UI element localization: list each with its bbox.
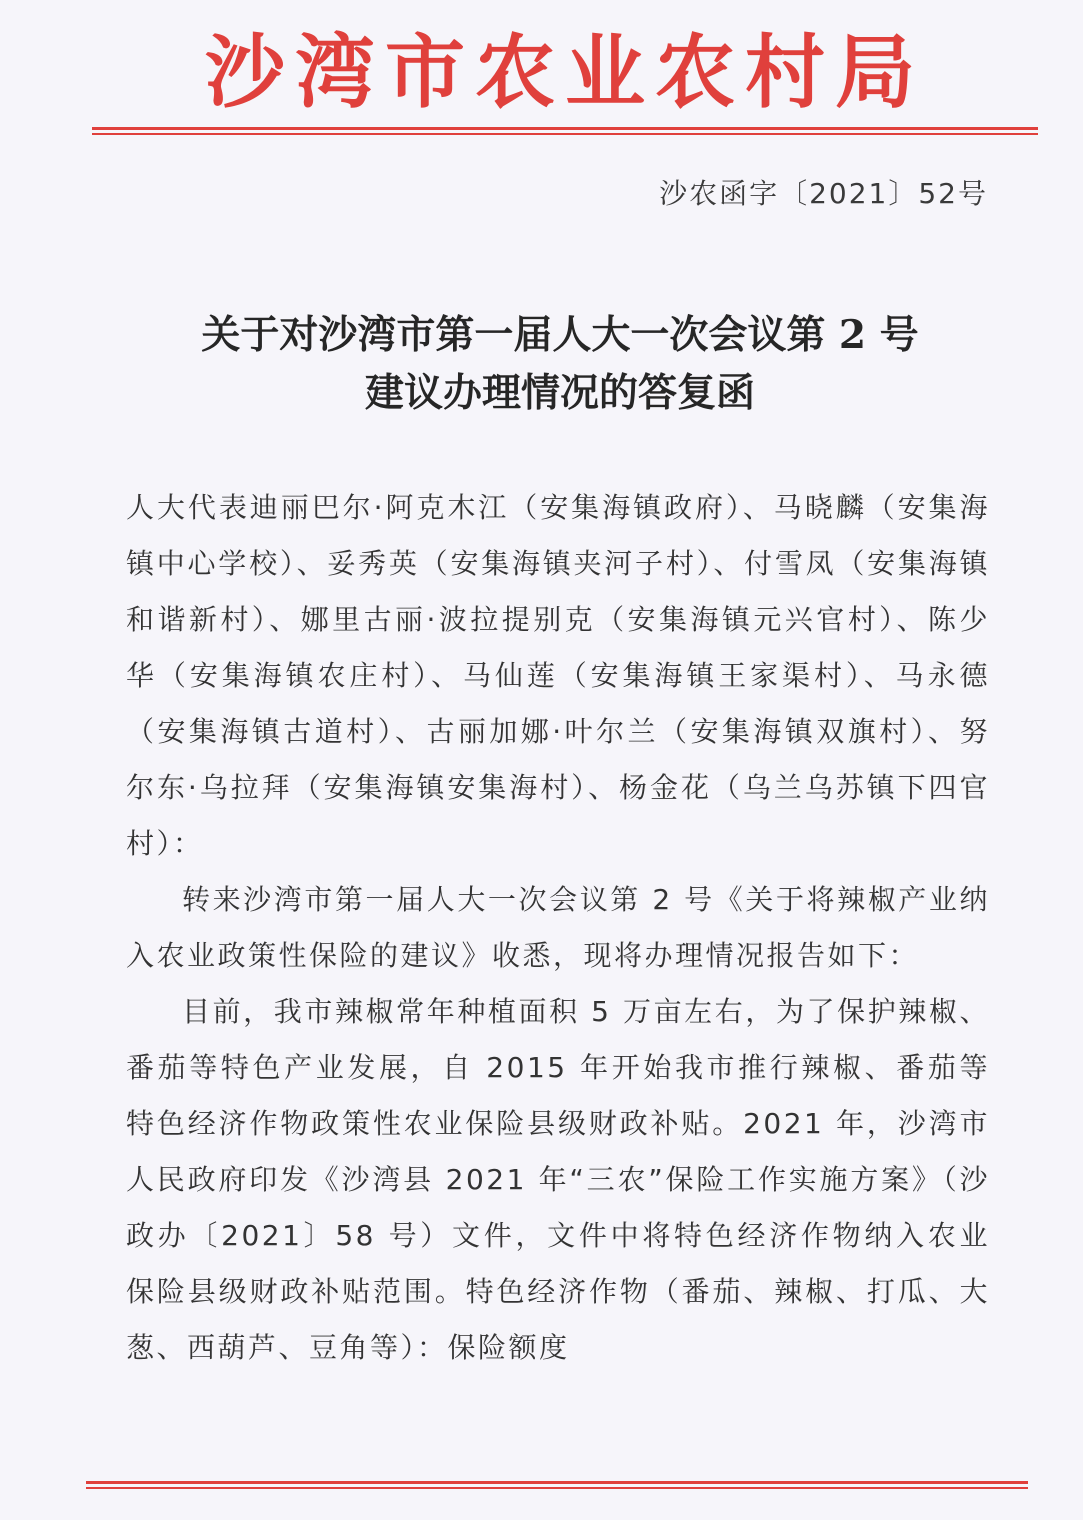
letterhead-red-rule [92,127,1038,130]
footer-red-rule [86,1481,1028,1484]
document-title [120,306,1000,422]
body-paragraph-1: 转来沙湾市第一届人大一次会议第 2 号《关于将辣椒产业纳入农业政策性保险的建议》收悉，现将办理情况报告如下： [126,883,990,972]
footer-red-rule-thin [86,1487,1028,1489]
body-paragraph-2: 目前，我市辣椒常年种植面积 5 万亩左右，为了保护辣椒、番茄等特色产业发展，自 2015 年开始我市推行辣椒、番茄等特色经济作物政策性农业保险县级财政补贴。2021 年，沙湾市人民政府印发《沙湾县 2021 年“三农”保险工作实施方案》（沙政办〔2021〕58 号）文件，文件中将特色经济作物纳入农业保险县级财政补贴范围。特色经济作物（番茄、辣椒、打瓜、大葱、西葫芦、豆角等）：保险额度 [126,995,990,1364]
document-title-line-1: 关于对沙湾市第一届人大一次会议第 2 号 [201,312,919,358]
document-number: 沙农函字〔2021〕52号 [659,177,988,210]
addressee-paragraph: 人大代表迪丽巴尔·阿克木江（安集海镇政府）、马晓麟（安集海镇中心学校）、妥秀英（安集海镇夹河子村）、付雪凤（安集海镇和谐新村）、娜里古丽·波拉提别克（安集海镇元兴官村）、陈少华（安集海镇农庄村）、马仙莲（安集海镇王家渠村）、马永德（安集海镇古道村）、古丽加娜·叶尔兰（安集海镇双旗村）、努尔东·乌拉拜（安集海镇安集海村）、杨金花（乌兰乌苏镇下四官村）： [126,491,990,860]
document-title-line-2: 建议办理情况的答复函 [364,370,755,416]
document-body [126,480,990,1376]
letterhead-title: 沙湾市农业农村局 [205,25,925,119]
letterhead-red-rule-thin [92,133,1038,135]
